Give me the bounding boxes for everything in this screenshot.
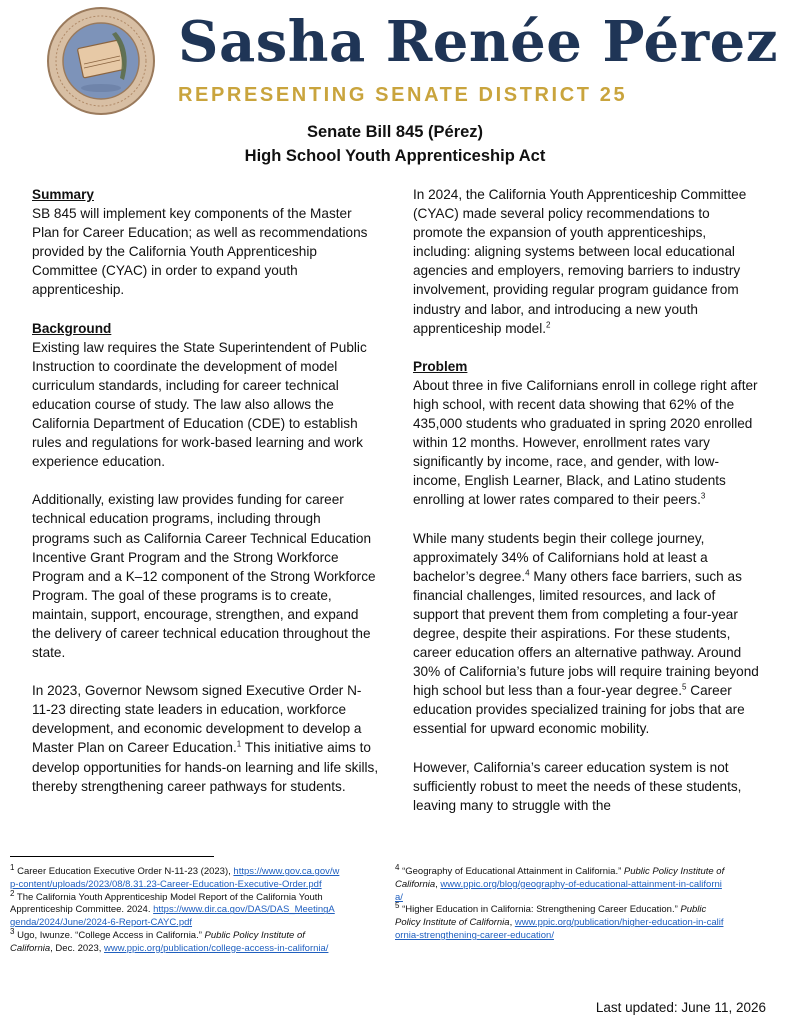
footnote-2-number: 2 [10,888,15,898]
problem-heading: Problem [413,358,468,374]
footnote-ref-2: 2 [546,320,551,330]
footnote-ref-4: 4 [525,568,530,578]
bill-number-title: Senate Bill 845 (Pérez) [306,123,484,141]
bill-name-title: High School Youth Apprenticeship Act [244,147,546,165]
footnote-4-sep: , [435,878,441,890]
footnote-4-link[interactable]: www.ppic.org/blog/geography-of-educational-attainment-in-california/ [395,878,722,903]
footnote-ref-5: 5 [682,682,687,692]
district-tagline: REPRESENTING SENATE DISTRICT 25 [178,84,628,106]
footnote-2-link[interactable]: https://www.dir.ca.gov/DAS/DAS_MeetingAgenda/2024/June/2024-6-Report-CAYC.pdf [10,904,335,929]
summary-text: SB 845 will implement key components of the Master Plan for Career Education; as well as recommendations provided by the California Youth Apprenticeship Committee (CYAC) in order to expand youth apprenticeship. [32,206,368,298]
background-paragraph-3 [32,681,380,796]
footnote-divider [10,856,214,857]
cyac-text: In 2024, the California Youth Apprenticeship Committee (CYAC) made several policy recommendations to promote the expansion of youth apprenticeships, including: aligning systems between local educational agencies and employers, removing barriers to industry involvement, providing regular program guidance from industry and labor, and introducing a new youth apprenticeship model. [413,187,747,336]
footnote-1-number: 1 [10,862,15,872]
summary-section [32,185,380,300]
footnote-4 [395,862,725,904]
footnote-5-source: Public Policy Institute of California [395,904,707,929]
footnote-5-link[interactable]: www.ppic.org/publication/higher-education-in-california-strengthening-career-education/ [395,917,724,941]
background-heading: Background [32,320,112,336]
summary-heading: Summary [32,187,94,202]
footnote-1-text: Career Education Executive Order N-11-23 (2023), [14,866,234,877]
background-paragraph-2: Additionally, existing law provides funding for career technical education programs, including through programs such as California Career Technical Education Incentive Grant Program and the Strong Workforce Program and a K–12 component of the Strong Workforce Program. The goal of these programs is to create, maintain, support, encourage, strengthen, and expand the delivery of career technical education throughout the state. [32,492,376,661]
college-text-a: While many students begin their college journey, approximately 34% of Californians hold at least a bachelor’s degree. [413,530,708,584]
footnote-4-text: “Geography of Educational Attainment in California.” [399,866,624,877]
footnote-2-text: The California Youth Apprenticeship Model Report of the California Youth Apprenticeship Committee. 2024. [10,891,323,916]
footnotes-left [10,862,340,956]
college-paragraph [413,529,763,739]
background-p3-part-a: In 2023, Governor Newsom signed Executive Order N-11-23 directing state leaders in education, workforce development, and economic development to develop a Master Plan on Career Education. [32,683,362,756]
problem-section [413,357,763,510]
footnote-1 [10,862,340,892]
senate-seal-logo [46,6,156,116]
college-text-b: Many others face barriers, such as financial challenges, limited resources, and lack of support that prevent them from completing a four-year degree, despite their aspirations. For these students, career education offers an alternative pathway. Around 30% of California’s future jobs will require training beyond high school but less than a four-year degree. [413,568,759,699]
footnote-2 [10,888,340,930]
background-paragraph-1: Existing law requires the State Superintendent of Public Instruction to coordinate the development of model curriculum standards, including for career technical education course of study. The law also allows the California Department of Education (CDE) to establish rules and regulations for work-based learning and work experience education. [32,339,367,470]
footnote-5-text: “Higher Education in California: Strengthening Career Education.” [399,904,681,916]
right-column [413,185,763,834]
footnote-ref-3: 3 [700,491,706,501]
footnote-ref-1: 1 [236,739,242,749]
cyac-paragraph [413,185,763,338]
college-text-c: Career education provides specialized training for jobs that are essential for upward economic mobility. [413,683,745,737]
footnotes-right [395,862,725,943]
seal-emblem [46,6,156,116]
footnote-3 [10,926,340,956]
left-column [32,185,380,815]
footnote-3-number: 3 [10,926,15,936]
footnote-5-sep: , [509,917,515,929]
last-updated: Last updated: June 11, 2026 [595,1000,766,1015]
background-p3-part-b: This initiative aims to develop opportunities for hands-on learning and life skills, thereby strengthening career pathways for students. [32,740,379,794]
footnote-4-number: 4 [395,862,400,872]
footnote-5-number: 5 [395,901,400,911]
background-section [32,319,380,472]
footnote-3-text: Ugo, Iwunze. “College Access in California.” [14,929,205,941]
footnote-3-date: , Dec. 2023, [50,942,105,954]
system-paragraph: However, California’s career education system is not sufficiently robust to meet the needs of these students, leaving many to struggle with the [413,759,742,813]
footnote-5 [395,901,725,942]
problem-text: About three in five Californians enroll in college right after high school, with recent data showing that 62% of the 435,000 students who graduated in spring 2020 enrolled within 12 months. However, enrollment rates vary significantly by income, race, and gender, with low-income, English Learner, Black, and Latino students enrolling at lower rates compared to their peers. [413,377,758,508]
senator-name: Sasha Renée Pérez [178,9,779,75]
footnote-1-link[interactable]: https://www.gov.ca.gov/wp-content/uploads/2023/08/8.31.23-Career-Education-Executive-Order.pdf [10,866,340,890]
footnote-3-source: Public Policy Institute of California [10,929,305,954]
footnote-4-source: Public Policy Institute of California [395,866,725,890]
footnote-3-link[interactable]: www.ppic.org/publication/college-access-in-california/ [104,942,329,954]
